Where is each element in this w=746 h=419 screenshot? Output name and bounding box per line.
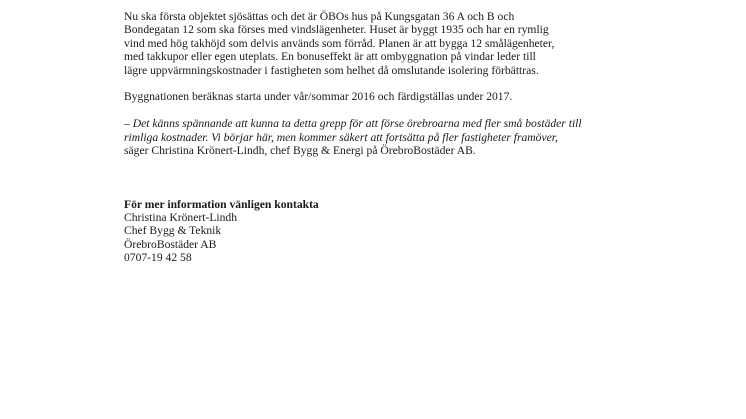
document-page	[124, 10, 644, 265]
contact-block	[124, 198, 644, 265]
quote-attribution: säger Christina Krönert-Lindh, chef Bygg & Energi på ÖrebroBostäder AB.	[124, 144, 476, 158]
contact-name: Christina Krönert-Lindh	[124, 211, 238, 225]
quote-paragraph	[124, 117, 644, 157]
contact-title: Chef Bygg & Teknik	[124, 224, 222, 238]
contact-company: ÖrebroBostäder AB	[124, 237, 217, 251]
quote-text: – Det känns spännande att kunna ta detta grepp för att förse örebroarna med fler små bostäder till rimliga kostnader. Vi börjar här, men kommer säkert att fortsätta på fler fastigheter framöver,	[124, 117, 582, 144]
contact-phone: 0707-19 42 58	[124, 251, 192, 265]
contact-heading: För mer information vänligen kontakta	[124, 197, 319, 211]
intro-paragraph: Nu ska första objektet sjösättas och det är ÖBOs hus på Kungsgatan 36 A och B och Bondegatan 12 som ska förses med vindslägenheter. Huset är byggt 1935 och har en rymlig vind med hög takhöjd som delvis används som förråd. Planen är att bygga 12 smålägenheter, med takkupor eller egen uteplats. En bonuseffekt är att ombyggnation på vindar leder till lägre uppvärmningskostnader i fastigheten som helhet då omslutande isolering förbättras.	[124, 10, 555, 77]
schedule-paragraph: Byggnationen beräknas starta under vår/sommar 2016 och färdigställas under 2017.	[124, 90, 513, 104]
